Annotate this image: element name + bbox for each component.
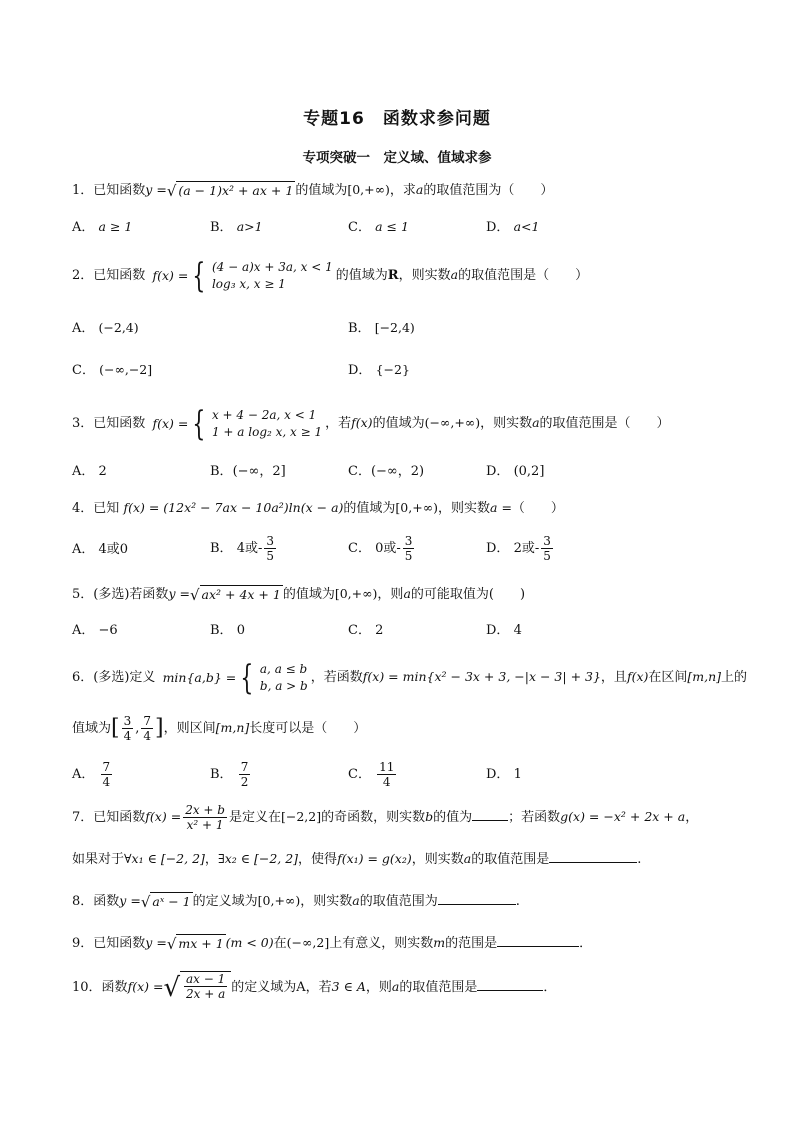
question-number: 4． — [72, 501, 94, 516]
answer-blank[interactable] — [438, 890, 516, 905]
question-number: 5． — [72, 587, 94, 602]
answer-blank[interactable] — [497, 932, 579, 947]
option-c[interactable]: C． (−∞,−2] — [72, 362, 153, 378]
answer-blank[interactable] — [477, 976, 543, 991]
fraction: $\frac{3}{5}$ — [543, 534, 551, 563]
sqrt-expr: √ ax² + 4x + 1 — [189, 585, 281, 604]
option-a[interactable]: A． −6 — [72, 623, 118, 638]
question-number: 9． — [72, 936, 94, 951]
answer-blank[interactable] — [472, 806, 508, 821]
option-a[interactable]: A． $\frac{7}{4}$ — [72, 760, 111, 789]
question-1: 1．已知函数y = √ (a − 1)x² + ax + 1 的值域为[0,+∞)，求a的取值范围为（ ） — [72, 181, 554, 200]
option-d[interactable]: D． 4 — [486, 623, 522, 638]
option-d[interactable]: D． {−2} — [348, 362, 410, 378]
option-c[interactable]: C． a ≤ 1 — [348, 219, 409, 235]
fraction: $\frac{2x + b}{\text{x² + 1}}$ — [185, 803, 225, 832]
question-8: 8．函数y = √ aˣ − 1 的定义域为[0,+∞)，则实数a的取值范围为 . — [72, 890, 520, 912]
option-b[interactable]: B．(−∞，2] — [210, 464, 286, 479]
option-b[interactable]: B． a>1 — [210, 219, 263, 235]
fraction: $\frac{3}{5}$ — [266, 534, 275, 563]
option-a[interactable]: A． a ≥ 1 — [72, 219, 133, 235]
option-a[interactable]: A． 4或0 — [72, 542, 129, 557]
question-number: 2． — [72, 268, 94, 283]
fraction: $\frac{3}{4}$ — [123, 714, 132, 743]
question-number: 1． — [72, 183, 94, 198]
question-number: 6． — [72, 670, 94, 685]
question-7: 7．已知函数f(x) = $\frac{2x + b}{\text{x² + 1}}$ 是定义在[−2,2]的奇函数，则实数b的值为 ；若函数g(x) = −x² + 2x + a， — [72, 803, 699, 832]
min-definition: min{a,b} = { a, a ≤ b b, a > b — [162, 657, 308, 698]
question-number: 7． — [72, 810, 94, 825]
fraction: $\frac{3}{5}$ — [404, 534, 413, 563]
section-subtitle: 专项突破一 定义域、值域求参 — [302, 150, 492, 166]
question-4: 4．已知 f(x) = (12x² − 7ax − 10a²)ln(x − a)的值域为[0,+∞)，则实数a =（ ） — [72, 500, 564, 516]
question-3: 3．已知函数 f(x) = { x + 4 − 2a, x < 1 1 + a log₂ x, x ≥ 1 ，若f(x)的值域为(−∞,+∞)，则实数a的取值范围是（ ） — [72, 403, 670, 444]
sqrt-expr: √ mx + 1 — [166, 934, 224, 953]
sqrt-expr: √ (a − 1)x² + ax + 1 — [166, 181, 294, 200]
option-c[interactable]: C．(−∞，2) — [348, 464, 425, 479]
question-2: 2．已知函数 f(x) = { (4 − a)x + 3a, x < 1 log₃ x, x ≥ 1 的值域为R，则实数a的取值范围是（ ） — [72, 255, 589, 296]
answer-blank[interactable] — [549, 848, 637, 863]
option-a[interactable]: A． 2 — [72, 464, 107, 479]
question-7-line-2: 如果对于∀x₁ ∈ [−2, 2]，∃x₂ ∈ [−2, 2]，使得f(x₁) = g(x₂)，则实数a的取值范围是 . — [72, 848, 641, 870]
option-a[interactable]: A． (−2,4) — [72, 320, 139, 336]
option-d[interactable]: D． a<1 — [486, 219, 540, 235]
option-b[interactable]: B． $\frac{7}{2}$ — [210, 760, 249, 789]
question-9: 9．已知函数y = √ mx + 1 (m < 0)在(−∞,2]上有意义，则实数m的范围是 ． — [72, 932, 592, 954]
question-number: 3． — [72, 416, 94, 431]
question-number: 8． — [72, 894, 94, 909]
option-b[interactable]: B． [−2,4) — [348, 320, 415, 336]
page-title: 专题16 函数求参问题 — [303, 109, 491, 129]
question-5: 5．(多选)若函数y = √ ax² + 4x + 1 的值域为[0,+∞)，则a的可能取值为( ) — [72, 585, 526, 604]
option-c[interactable]: C． $\frac{11}{4}$ — [348, 760, 395, 789]
piecewise-function: f(x) = { (4 − a)x + 3a, x < 1 log₃ x, x ≥ 1 — [152, 255, 333, 296]
option-c[interactable]: C． 0或- $\frac{3}{5}$ — [348, 534, 413, 563]
question-10: 10．函数f(x) = √ $\frac{ax - 1}{2x + a}$ 的定义域为A，若3 ∈ A，则a的取值范围是 ． — [72, 971, 557, 1003]
question-number: 10． — [72, 980, 102, 995]
sqrt-expr: √ aˣ − 1 — [140, 892, 191, 911]
option-d[interactable]: D． 1 — [486, 767, 522, 782]
sqrt-expr: √ $\frac{ax - 1}{2x + a}$ — [163, 971, 231, 1005]
question-6-line-2: 值域为[ $\frac{3}{4}$ , $\frac{7}{4}$ ]，则区间[m,n]长度可以是（ ） — [72, 714, 367, 743]
piecewise-function: f(x) = { x + 4 − 2a, x < 1 1 + a log₂ x, x ≥ 1 — [152, 403, 323, 444]
option-b[interactable]: B． 4或- $\frac{3}{5}$ — [210, 534, 275, 563]
option-d[interactable]: D． (0,2] — [486, 464, 545, 479]
option-d[interactable]: D． 2或- $\frac{3}{5}$ — [486, 534, 551, 563]
question-6: 6．(多选)定义 min{a,b} = { a, a ≤ b b, a > b ，若函数f(x) = min{x² − 3x + 3, −|x − 3| + 3}，且f(x)在区间[m,n]上的 — [72, 657, 748, 698]
option-b[interactable]: B． 0 — [210, 623, 245, 638]
fraction: $\frac{7}{4}$ — [143, 714, 152, 743]
option-c[interactable]: C． 2 — [348, 623, 384, 638]
